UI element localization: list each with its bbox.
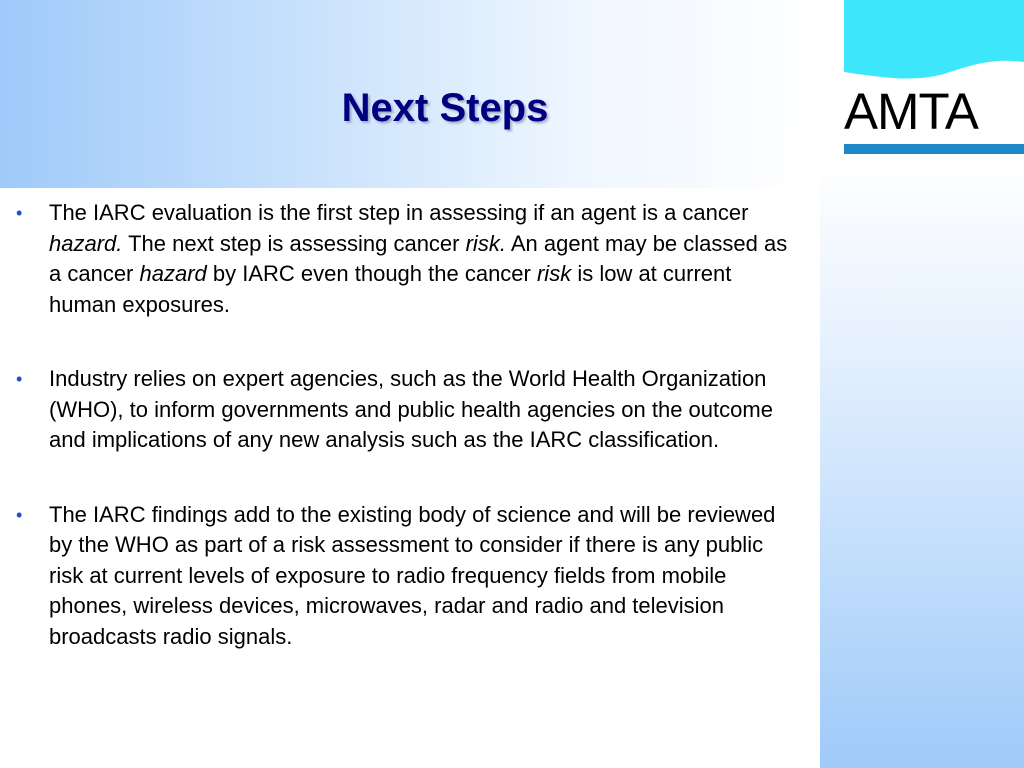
logo-underline-bar <box>844 144 1024 154</box>
side-gradient-band <box>820 160 1024 768</box>
bullet-list <box>16 198 796 696</box>
amta-logo <box>844 0 1024 156</box>
bullet-item <box>16 198 796 320</box>
bullet-marker: • <box>16 203 23 223</box>
bullet-emphasis: risk <box>536 261 572 286</box>
bullet-emphasis: risk. <box>465 230 506 256</box>
bullet-emphasis: hazard. <box>49 230 123 256</box>
bullet-text: The IARC evaluation is the first step in assessing if an agent is a cancer <box>49 200 749 225</box>
slide-title: Next Steps <box>341 86 549 130</box>
bullet-text: An agent may be classed as a cancer <box>49 230 788 286</box>
bullet-marker: • <box>16 504 23 525</box>
bullet-text: Industry relies on expert agencies, such as the World Health Organization (WHO), to inform governments and public health agencies on the outcome and implications of any new analysis such as the IARC classification. <box>49 366 773 452</box>
bullet-text: is low at current human exposures. <box>49 261 732 317</box>
bullet-item <box>16 364 796 456</box>
bullet-item <box>16 500 796 653</box>
logo-wave <box>844 0 1024 80</box>
logo-text: AMTA <box>844 83 978 140</box>
bullet-marker: • <box>16 369 23 389</box>
bullet-text: The IARC findings add to the existing body of science and will be reviewed by the WHO as part of a risk assessment to consider if there is any public risk at current levels of exposure to radio frequency fields from mobile phones, wireless devices, microwaves, radar and radio and television broadcasts radio signals. <box>49 501 776 649</box>
bullet-text: by IARC even though the cancer <box>206 261 537 286</box>
bullet-text: The next step is assessing cancer <box>122 230 466 256</box>
bullet-emphasis: hazard <box>139 261 207 286</box>
